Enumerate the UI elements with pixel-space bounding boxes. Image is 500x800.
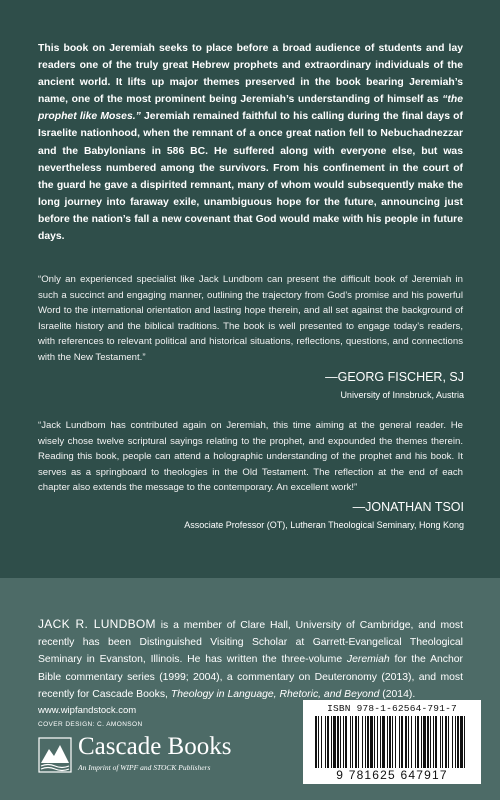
endorser-name-2: —JONATHAN TSOI <box>352 500 464 514</box>
bio-text-1: is a member of Clare Hall, University of Cambridge, and most recently has been Distinguished Visiting Scholar at Garrett-Evangelical Theological Seminary in Evanston, Illinois. He has written the three-volume <box>38 620 464 666</box>
publisher-website: www.wipfandstock.com <box>38 705 137 716</box>
barcode-bars <box>315 716 469 768</box>
description-text-2: Jeremiah remained faithful to his calling during the final days of Israelite nationhood, when the remnant of a once great nation fell to Nebuchadnezzar and the Babylonians in 586 BC. He suffered along with everyone else, but was nevertheless numbered among the survivors. From his confinement in the court of the guard he gave a dispirited remnant, many of whom would subsequently make the long journey into faraway exile, unambiguous hope for the future, announcing just before the nation’s fall a new covenant that God would make with his people in future days. <box>38 111 463 243</box>
endorsement-quote-1: “Only an experienced specialist like Jack Lundbom can present the difficult book of Jeremiah in such a succinct and engaging manner, outlining the trajectory from God’s promise and his powerful Word to the international orientation and lasting hope therein, and all set against the background of Israelite history and the biblical traditions. The book is well presented to engage today’s readers, with references to relevant political and historical situations, reflections, questions, and connections with the New Testament.” <box>38 274 463 363</box>
description-text-1: This book on Jeremiah seeks to place before a broad audience of students and lay readers one of the truly great Hebrew prophets and extraordinary individuals of the ancient world. It lifts up major themes preserved in the book bearing Jeremiah’s name, one of the most prominent being Jeremiah’s understanding of himself as <box>38 43 463 106</box>
bio-book-title-1: Jeremiah <box>346 654 390 666</box>
bio-text-3: (2014). <box>379 688 416 700</box>
book-description <box>38 40 463 245</box>
publisher-name: Cascade Books <box>78 733 232 760</box>
author-name: JACK R. LUNDBOM <box>38 617 156 631</box>
endorser-affiliation-2: Associate Professor (OT), Lutheran Theological Seminary, Hong Kong <box>184 520 464 530</box>
isbn-label: ISBN 978-1-62564-791-7 <box>327 703 457 714</box>
description-emphasis: “the prophet like Moses.” <box>38 94 463 123</box>
isbn-digits: 9 781625 647917 <box>336 768 448 782</box>
publisher-tagline: An Imprint of WIPF and STOCK Publishers <box>78 763 211 772</box>
mountain-waterfall-icon <box>38 737 72 773</box>
publisher-logo <box>38 733 268 781</box>
isbn-barcode <box>303 700 481 784</box>
cover-design-credit: COVER DESIGN: C. AMONSON <box>38 721 143 728</box>
author-bio <box>38 616 463 703</box>
endorser-name-1: —GEORG FISCHER, SJ <box>325 370 464 384</box>
bio-book-title-2: Theology in Language, Rhetoric, and Beyond <box>170 688 380 700</box>
endorsement-quote-2: “Jack Lundbom has contributed again on Jeremiah, this time aiming at the general reader. He wisely chose twelve scriptural sayings relating to the prophet, and expounded the themes therein. Reading this book, people can attend a holographic understanding of the prophet and his book. It serves as a springboard to theologies in the Old Testament. The reflection at the end of each chapter also extends the message to the contemporary. An excellent work!” <box>38 420 463 493</box>
endorser-affiliation-1: University of Innsbruck, Austria <box>340 390 464 400</box>
bio-text-2: for the Anchor Bible commentary series (1999; 2004), a commentary on Deuteronomy (2013), and most recently for Cascade Books, <box>38 654 463 700</box>
